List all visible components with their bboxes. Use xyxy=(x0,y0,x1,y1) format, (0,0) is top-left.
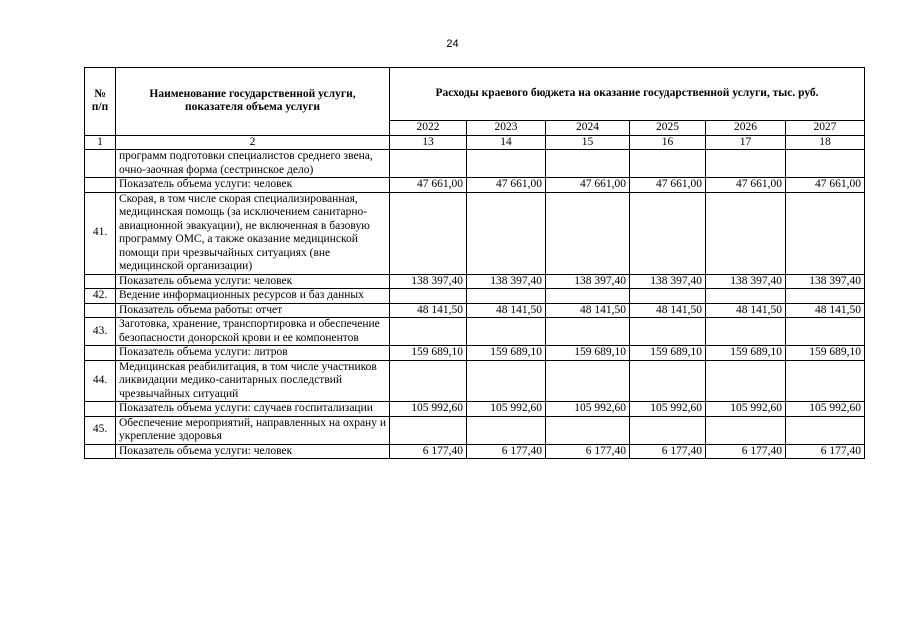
row-name: Показатель объема услуги: человек xyxy=(116,444,390,459)
row-name: Показатель объема услуги: человек xyxy=(116,274,390,289)
table-row xyxy=(85,444,865,459)
column-index: 18 xyxy=(786,135,865,150)
value-cell xyxy=(467,150,546,178)
value-cell xyxy=(786,416,865,444)
value-cell: 48 141,50 xyxy=(630,303,706,318)
value-cell: 48 141,50 xyxy=(467,303,546,318)
value-cell: 138 397,40 xyxy=(706,274,786,289)
column-index: 1 xyxy=(85,135,116,150)
value-cell xyxy=(630,192,706,274)
value-cell: 105 992,60 xyxy=(630,402,706,417)
row-number xyxy=(85,346,116,361)
value-cell: 138 397,40 xyxy=(786,274,865,289)
row-number xyxy=(85,178,116,193)
value-cell xyxy=(390,360,467,402)
row-name: Ведение информационных ресурсов и баз данных xyxy=(116,289,390,304)
row-number: 44. xyxy=(85,360,116,402)
value-cell xyxy=(467,360,546,402)
value-cell xyxy=(706,416,786,444)
value-cell xyxy=(706,192,786,274)
row-name: Скорая, в том числе скорая специализированная, медицинская помощь (за исключением санитарно-авиационной эвакуации), не включенная в базовую программу ОМС, а также оказание медицинской помощи при чрезвычайных ситуациях (вне медицинской организации) xyxy=(116,192,390,274)
value-cell xyxy=(706,360,786,402)
value-cell: 105 992,60 xyxy=(467,402,546,417)
header-expenses: Расходы краевого бюджета на оказание государственной услуги, тыс. руб. xyxy=(390,68,865,121)
table-row xyxy=(85,303,865,318)
value-cell xyxy=(390,192,467,274)
value-cell: 159 689,10 xyxy=(390,346,467,361)
value-cell: 6 177,40 xyxy=(390,444,467,459)
value-cell xyxy=(546,416,630,444)
table-row xyxy=(85,360,865,402)
value-cell xyxy=(786,318,865,346)
row-name: программ подготовки специалистов среднего звена, очно-заочная форма (сестринское дело) xyxy=(116,150,390,178)
row-name: Показатель объема услуги: литров xyxy=(116,346,390,361)
value-cell xyxy=(467,416,546,444)
budget-table xyxy=(84,67,865,459)
column-index: 2 xyxy=(116,135,390,150)
value-cell: 47 661,00 xyxy=(786,178,865,193)
year-header: 2024 xyxy=(546,121,630,136)
row-name: Показатель объема услуги: случаев госпитализации xyxy=(116,402,390,417)
value-cell: 6 177,40 xyxy=(546,444,630,459)
value-cell xyxy=(630,318,706,346)
value-cell: 6 177,40 xyxy=(706,444,786,459)
column-index: 13 xyxy=(390,135,467,150)
value-cell xyxy=(630,416,706,444)
value-cell xyxy=(546,192,630,274)
value-cell xyxy=(786,192,865,274)
row-number: 41. xyxy=(85,192,116,274)
value-cell xyxy=(706,318,786,346)
year-header: 2022 xyxy=(390,121,467,136)
row-number xyxy=(85,303,116,318)
value-cell: 48 141,50 xyxy=(706,303,786,318)
value-cell xyxy=(390,318,467,346)
value-cell: 48 141,50 xyxy=(546,303,630,318)
value-cell xyxy=(546,150,630,178)
table-row xyxy=(85,192,865,274)
row-name: Показатель объема услуги: человек xyxy=(116,178,390,193)
page-number: 24 xyxy=(446,38,459,50)
value-cell xyxy=(546,360,630,402)
value-cell: 6 177,40 xyxy=(467,444,546,459)
row-name: Медицинская реабилитация, в том числе участников ликвидации медико-санитарных последствий чрезвычайных ситуаций xyxy=(116,360,390,402)
row-name: Заготовка, хранение, транспортировка и обеспечение безопасности донорской крови и ее компонентов xyxy=(116,318,390,346)
value-cell: 159 689,10 xyxy=(786,346,865,361)
value-cell xyxy=(786,360,865,402)
value-cell xyxy=(706,289,786,304)
value-cell xyxy=(467,289,546,304)
table-row xyxy=(85,178,865,193)
column-index: 17 xyxy=(706,135,786,150)
value-cell: 48 141,50 xyxy=(786,303,865,318)
value-cell: 159 689,10 xyxy=(546,346,630,361)
value-cell: 48 141,50 xyxy=(390,303,467,318)
table-row xyxy=(85,289,865,304)
row-number: 42. xyxy=(85,289,116,304)
value-cell xyxy=(390,150,467,178)
value-cell: 47 661,00 xyxy=(630,178,706,193)
column-index: 14 xyxy=(467,135,546,150)
row-number: 45. xyxy=(85,416,116,444)
value-cell: 105 992,60 xyxy=(546,402,630,417)
table-row xyxy=(85,402,865,417)
year-header: 2025 xyxy=(630,121,706,136)
row-number xyxy=(85,274,116,289)
value-cell xyxy=(467,318,546,346)
value-cell: 138 397,40 xyxy=(390,274,467,289)
value-cell xyxy=(786,289,865,304)
row-number xyxy=(85,402,116,417)
value-cell xyxy=(390,289,467,304)
value-cell xyxy=(706,150,786,178)
column-index: 15 xyxy=(546,135,630,150)
value-cell xyxy=(546,318,630,346)
value-cell: 105 992,60 xyxy=(390,402,467,417)
table-row xyxy=(85,150,865,178)
value-cell: 138 397,40 xyxy=(546,274,630,289)
column-index: 16 xyxy=(630,135,706,150)
value-cell: 105 992,60 xyxy=(706,402,786,417)
value-cell: 138 397,40 xyxy=(630,274,706,289)
row-number xyxy=(85,150,116,178)
value-cell: 47 661,00 xyxy=(546,178,630,193)
value-cell: 159 689,10 xyxy=(630,346,706,361)
header-num: № п/п xyxy=(85,68,116,136)
value-cell: 105 992,60 xyxy=(786,402,865,417)
value-cell xyxy=(630,360,706,402)
value-cell: 159 689,10 xyxy=(706,346,786,361)
table-row xyxy=(85,416,865,444)
value-cell: 138 397,40 xyxy=(467,274,546,289)
value-cell xyxy=(546,289,630,304)
value-cell: 47 661,00 xyxy=(706,178,786,193)
value-cell: 47 661,00 xyxy=(390,178,467,193)
value-cell xyxy=(467,192,546,274)
year-header: 2023 xyxy=(467,121,546,136)
row-name: Обеспечение мероприятий, направленных на охрану и укрепление здоровья xyxy=(116,416,390,444)
table-row xyxy=(85,318,865,346)
header-name: Наименование государственной услуги, показателя объема услуги xyxy=(116,68,390,136)
value-cell xyxy=(630,150,706,178)
table-row xyxy=(85,346,865,361)
value-cell xyxy=(630,289,706,304)
table-body xyxy=(85,150,865,459)
row-number xyxy=(85,444,116,459)
year-header: 2027 xyxy=(786,121,865,136)
value-cell: 6 177,40 xyxy=(630,444,706,459)
table-row xyxy=(85,274,865,289)
value-cell: 47 661,00 xyxy=(467,178,546,193)
value-cell xyxy=(786,150,865,178)
value-cell: 159 689,10 xyxy=(467,346,546,361)
row-number: 43. xyxy=(85,318,116,346)
row-name: Показатель объема работы: отчет xyxy=(116,303,390,318)
value-cell: 6 177,40 xyxy=(786,444,865,459)
year-header: 2026 xyxy=(706,121,786,136)
value-cell xyxy=(390,416,467,444)
